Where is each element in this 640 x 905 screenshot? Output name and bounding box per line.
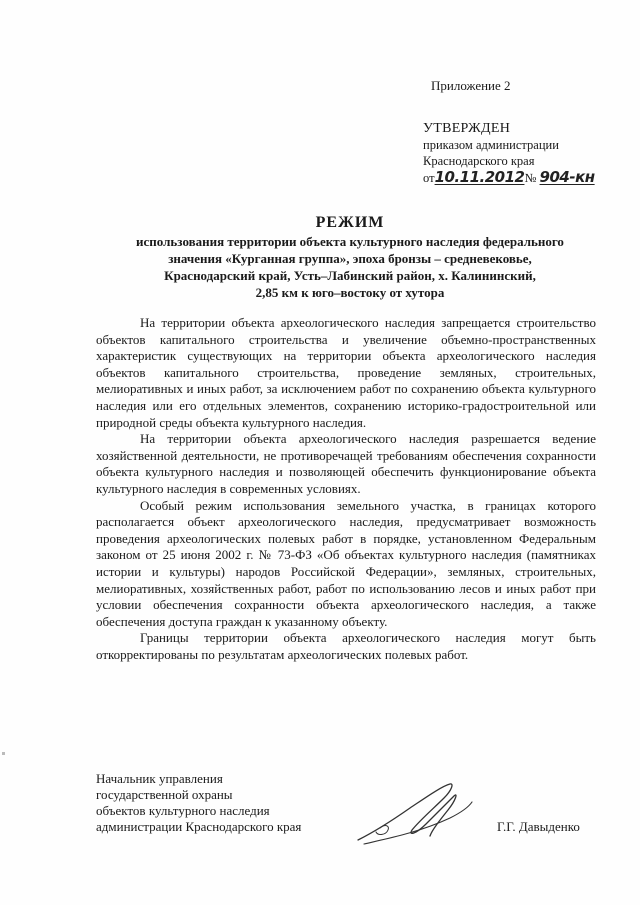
document-subtitle: [60, 233, 640, 301]
order-number-label: №: [524, 171, 537, 185]
signatory-position: [96, 771, 301, 835]
scan-speck: [2, 752, 5, 755]
body-paragraph: Границы территории объекта археологического наследия могут быть откорректированы по результатам археологических полевых работ.: [96, 630, 596, 662]
order-prefix: от: [423, 171, 435, 185]
position-line: объектов культурного наследия: [96, 803, 270, 818]
document-title: РЕЖИМ: [315, 214, 385, 231]
subtitle-line: использования территории объекта культурного наследия федерального: [136, 234, 564, 249]
body-paragraph: На территории объекта археологического наследия запрещается строительство объектов капитального строительства и увеличение объемно-пространственных характеристик существующих на территории объекта археологического наследия объектов капитального строительства, проведение земляных, строительных, мелиоративных и иных работ, за исключением работ по сохранению объекта культурного наследия или его отдельных элементов, сохранению историко-градостроительной или природной среды объекта культурного наследия.: [96, 315, 596, 430]
handwritten-signature: [350, 778, 480, 850]
order-line: [423, 169, 595, 186]
subtitle-line: 2,85 км к юго–востоку от хутора: [255, 285, 445, 300]
body-paragraph: На территории объекта археологического наследия разрешается ведение хозяйственной деятельности, не противоречащей требованиям обеспечения сохранности объекта культурного наследия и позволяющей обеспечить функционирование объекта культурного наследия в современных условиях.: [96, 431, 596, 496]
approval-line-1: приказом администрации: [423, 138, 559, 152]
position-line: государственной охраны: [96, 787, 233, 802]
order-number: 904-кн: [539, 168, 595, 186]
document-body: [96, 315, 596, 663]
signer-name: Г.Г. Давыденко: [497, 819, 580, 834]
approval-line-2: Краснодарского края: [423, 154, 535, 168]
appendix-label: Приложение 2: [431, 78, 511, 93]
order-date: 10.11.2012: [434, 168, 525, 186]
approval-block: [423, 121, 595, 186]
subtitle-line: Краснодарский край, Усть–Лабинский район, х. Калининский,: [164, 268, 536, 283]
subtitle-line: значения «Курганная группа», эпоха бронзы – средневековье,: [168, 251, 532, 266]
position-line: Начальник управления: [96, 771, 223, 786]
title-block: [60, 213, 640, 301]
approval-title: УТВЕРЖДЕН: [423, 121, 511, 136]
position-line: администрации Краснодарского края: [96, 819, 302, 834]
body-paragraph: Особый режим использования земельного участка, в границах которого располагается объект археологического наследия, предусматривает возможность проведения археологических полевых работ в порядке, установленном Федеральным законом от 25 июня 2002 г. № 73-ФЗ «Об объектах культурного наследия (памятниках истории и культуры) народов Российской Федерации», земляных, строительных, мелиоративных, хозяйственных работ, работ по использованию лесов и иных работ при условии обеспечения сохранности объекта археологического наследия, а также обеспечения доступа граждан к указанному объекту.: [96, 497, 596, 629]
